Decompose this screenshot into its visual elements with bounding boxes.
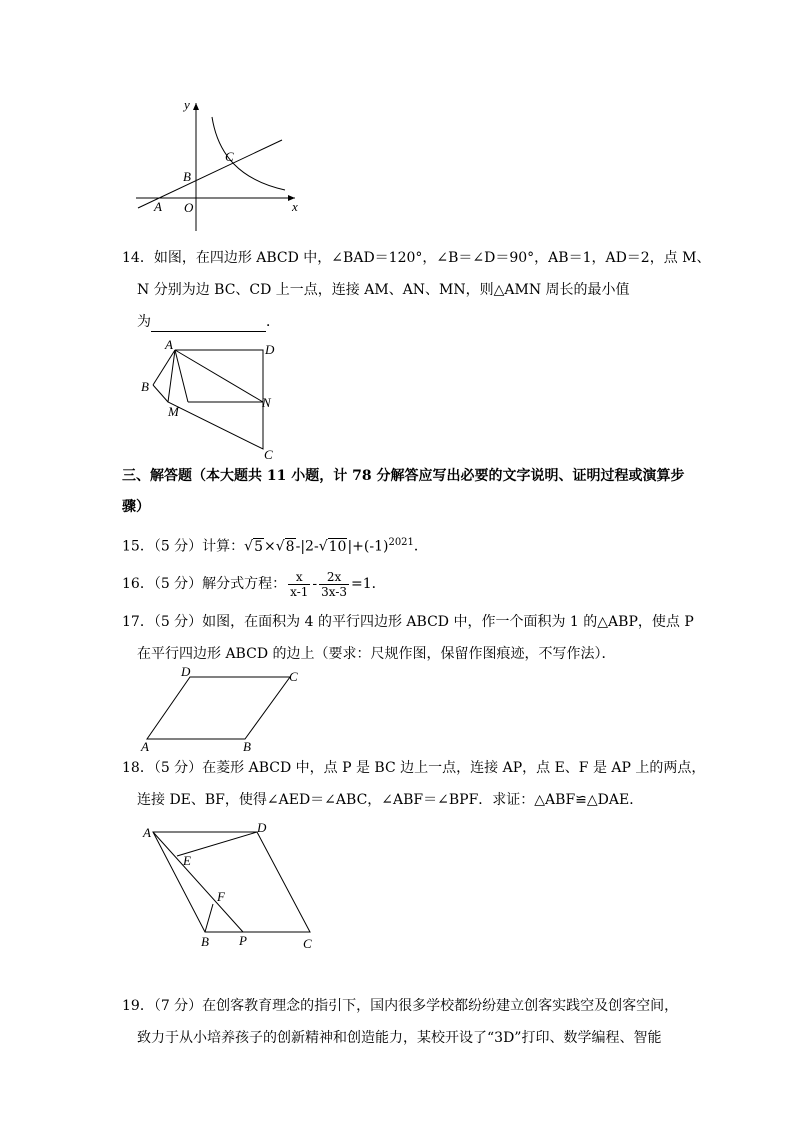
q14-line3-suffix: ． <box>266 314 280 330</box>
label-F: F <box>217 889 225 904</box>
answer-blank[interactable] <box>151 317 266 332</box>
label-D: D <box>257 820 267 835</box>
label-C: C <box>303 936 312 951</box>
fraction-1 <box>288 570 310 599</box>
label-C: C <box>225 149 234 164</box>
label-y: y <box>184 97 190 112</box>
label-D: D <box>265 342 275 357</box>
sqrt-10: 10 <box>328 538 347 555</box>
label-M: M <box>168 404 179 419</box>
label-C: C <box>289 669 298 684</box>
q19-line1: 19．（7 分）在创客教育理念的指引下，国内很多学校都纷纷建立创客实践空及创客空间， <box>122 998 679 1014</box>
numerator-1: x <box>288 570 310 585</box>
label-P: P <box>239 933 247 948</box>
q18-line2: 连接 DE、BF，使得∠AED＝∠ABC，∠ABF＝∠BPF．求证：△ABF≌△DAE． <box>137 792 644 808</box>
minus-op: - <box>312 576 318 592</box>
label-x: x <box>292 199 298 214</box>
label-A: A <box>154 199 162 214</box>
q15: 15．（5 分）计算：$√5\times√8-|2-√10|+(-1)^{2021}$． <box>122 537 428 555</box>
q17-line2: 在平行四边形 ABCD 的边上（要求：尺规作图，保留作图痕迹，不写作法）． <box>137 646 616 662</box>
q16-end: =1． <box>351 576 386 592</box>
section3-line1: 三、解答题（本大题共 11 小题，计 78 分解答应写出必要的文字说明、证明过程或演算步 <box>122 468 685 484</box>
label-E: E <box>183 853 191 868</box>
label-A: A <box>143 825 151 840</box>
label-B: B <box>243 739 251 754</box>
q15-prefix: 15．（5 分）计算： <box>122 538 245 555</box>
q18-line1: 18．（5 分）在菱形 ABCD 中，点 P 是 BC 边上一点，连接 AP，点 E、F 是 AP 上的两点， <box>122 760 706 776</box>
label-O: O <box>184 200 194 215</box>
q14-line2: N 分别为边 BC、CD 上一点，连接 AM、AN、MN，则△AMN 周长的最小值 <box>137 282 630 298</box>
numerator-2: 2x <box>319 570 349 585</box>
figure-q13 <box>130 95 310 235</box>
q14-line1: 14．如图，在四边形 ABCD 中，∠BAD＝120°，∠B＝∠D＝90°，AB＝1，AD＝2，点 M、 <box>122 250 711 266</box>
q17-line1: 17．（5 分）如图，在面积为 4 的平行四边形 ABCD 中，作一个面积为 1 的△ABP，使点 P <box>122 614 694 630</box>
label-D: D <box>181 665 191 679</box>
q14-line3-prefix: 为 <box>137 314 151 330</box>
label-A: A <box>165 337 173 352</box>
q14-line3 <box>137 312 280 332</box>
denominator-1: x-1 <box>290 584 309 599</box>
label-B: B <box>183 169 191 184</box>
section3-line2: 骤） <box>122 499 150 515</box>
sqrt-8: 8 <box>285 538 295 555</box>
figure-q17 <box>135 665 315 755</box>
figure-q18 <box>135 815 335 955</box>
q16-prefix: 16．（5 分）解分式方程： <box>122 576 287 592</box>
times: × <box>264 538 276 555</box>
sqrt-5: 5 <box>254 538 264 555</box>
rest-part: |+(-1) <box>347 538 389 555</box>
figure-q14 <box>135 335 295 465</box>
exponent: 2021 <box>388 537 414 548</box>
label-N: N <box>262 395 271 410</box>
q19-line2: 致力于从小培养孩子的创新精神和创造能力，某校开设了“3D”打印、数学编程、智能 <box>137 1030 662 1046</box>
label-B: B <box>201 934 209 949</box>
minus-part: -|2- <box>295 538 319 555</box>
label-C: C <box>264 447 273 462</box>
label-A: A <box>141 739 149 754</box>
label-B: B <box>141 379 149 394</box>
q16 <box>122 568 386 600</box>
fraction-2 <box>319 570 349 599</box>
q15-end: ． <box>413 538 428 555</box>
denominator-2: 3x-3 <box>321 584 348 599</box>
